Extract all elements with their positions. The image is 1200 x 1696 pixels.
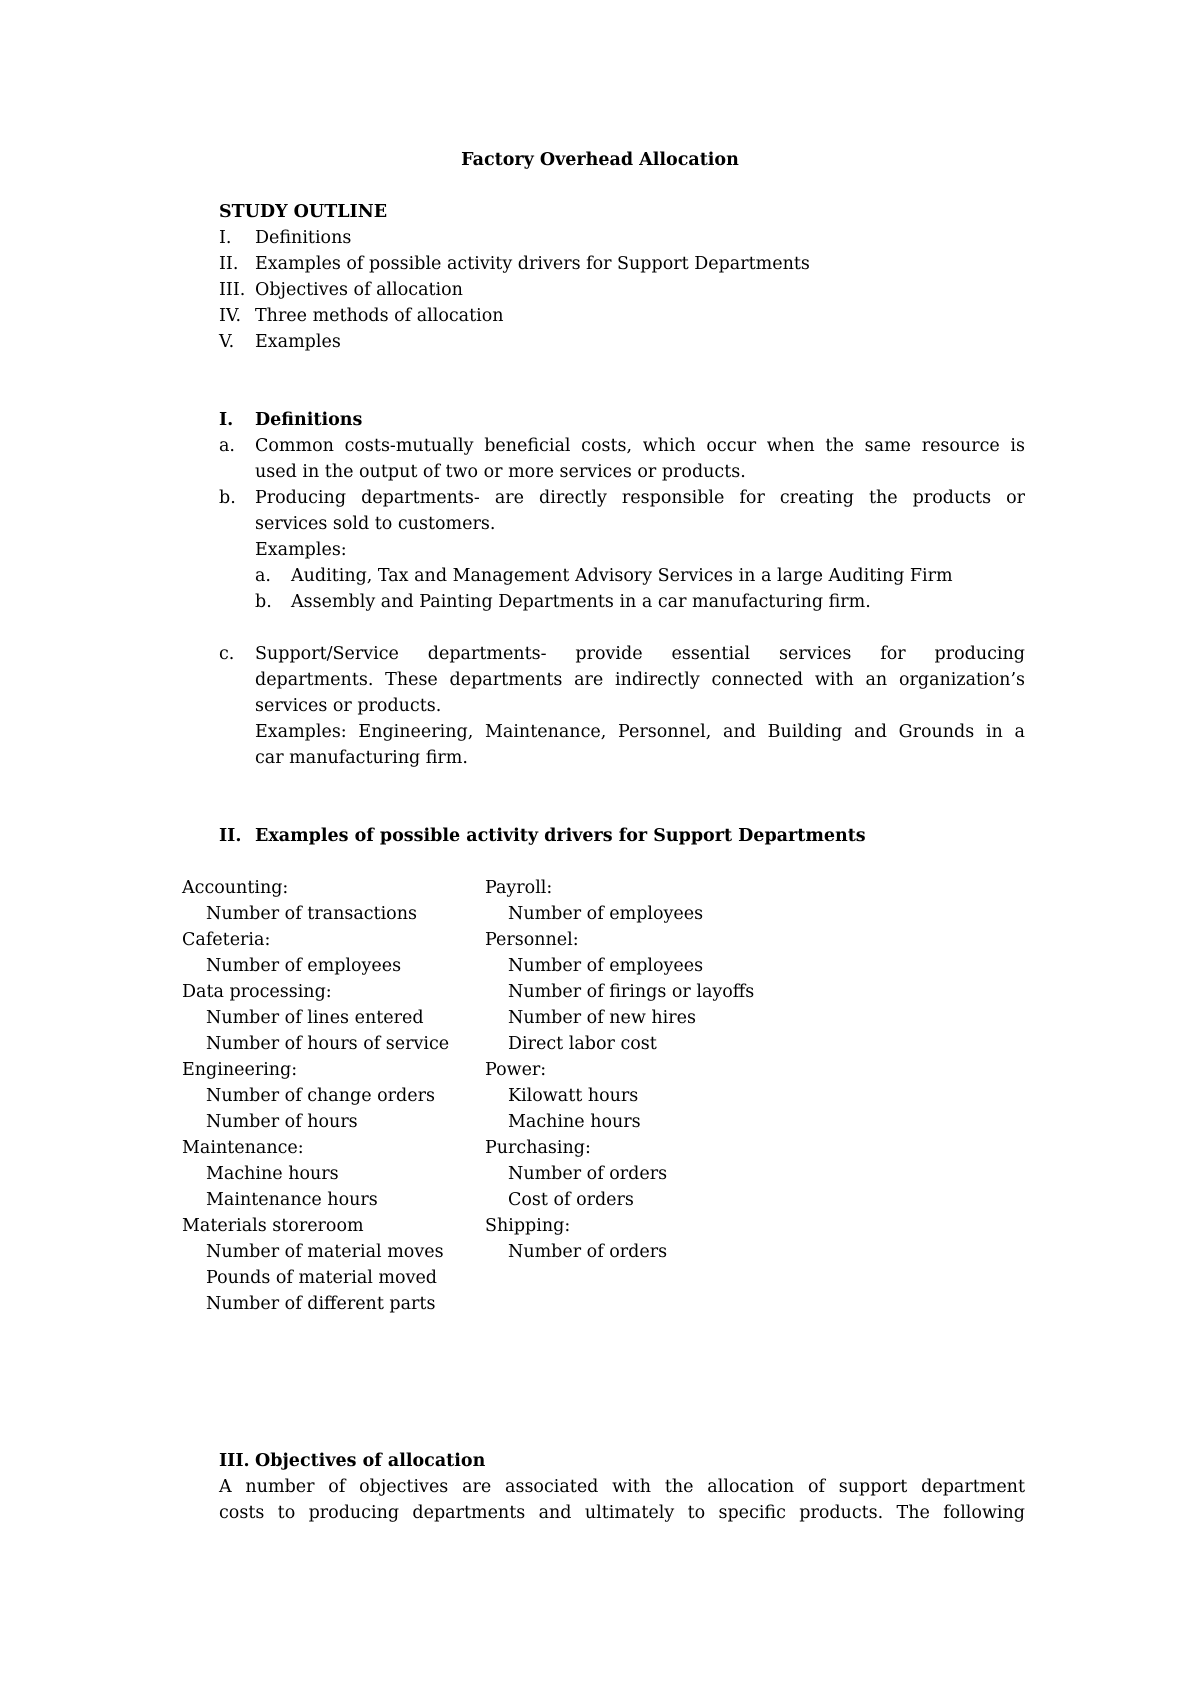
document-title: Factory Overhead Allocation — [461, 150, 739, 170]
section-number: I. — [219, 410, 234, 430]
examples-label: Examples: — [255, 540, 347, 560]
driver-item: Number of material moves — [206, 1242, 444, 1262]
department-name: Payroll: — [485, 878, 553, 898]
department-name: Data processing: — [182, 982, 332, 1002]
driver-item: Number of employees — [206, 956, 402, 976]
driver-item: Number of orders — [508, 1164, 668, 1184]
department-name: Personnel: — [485, 930, 579, 950]
driver-item: Number of orders — [508, 1242, 668, 1262]
item-label-a: a. — [219, 436, 235, 456]
driver-item: Number of employees — [508, 904, 704, 924]
driver-item: Direct labor cost — [508, 1034, 657, 1054]
driver-item: Machine hours — [508, 1112, 641, 1132]
driver-item: Number of change orders — [206, 1086, 435, 1106]
department-name: Engineering: — [182, 1060, 298, 1080]
outline-item-number: V. — [219, 332, 235, 352]
objectives-paragraph-line-1: A number of objectives are associated with the allocation of support department — [219, 1477, 1025, 1497]
department-name: Accounting: — [182, 878, 289, 898]
department-name: Cafeteria: — [182, 930, 271, 950]
section-number: II. — [219, 826, 242, 846]
definition-common-costs-line-1: Common costs-mutually beneficial costs, which occur when the same resource is — [255, 436, 1025, 456]
driver-item: Machine hours — [206, 1164, 339, 1184]
driver-item: Kilowatt hours — [508, 1086, 639, 1106]
outline-item-number: I. — [219, 228, 232, 248]
section-number: III. — [219, 1451, 250, 1471]
outline-item-text: Examples — [255, 332, 341, 352]
outline-item-text: Three methods of allocation — [255, 306, 504, 326]
driver-item: Number of new hires — [508, 1008, 696, 1028]
definition-support-line-3: services or products. — [255, 696, 442, 716]
definition-common-costs-line-2: used in the output of two or more services or products. — [255, 462, 746, 482]
section-title: Definitions — [255, 410, 363, 430]
outline-item-text: Definitions — [255, 228, 352, 248]
item-label-b: b. — [219, 488, 236, 508]
example-text: Assembly and Painting Departments in a car manufacturing firm. — [291, 592, 871, 612]
driver-item: Number of hours of service — [206, 1034, 450, 1054]
example-label: b. — [255, 592, 272, 612]
department-name: Purchasing: — [485, 1138, 591, 1158]
department-name: Shipping: — [485, 1216, 571, 1236]
definition-producing-line-1: Producing departments- are directly responsible for creating the products or — [255, 488, 1025, 508]
section-title: Examples of possible activity drivers for Support Departments — [255, 826, 866, 846]
driver-item: Pounds of material moved — [206, 1268, 438, 1288]
outline-heading: STUDY OUTLINE — [219, 202, 388, 222]
outline-item-number: III. — [219, 280, 246, 300]
driver-item: Maintenance hours — [206, 1190, 378, 1210]
example-label: a. — [255, 566, 271, 586]
definition-producing-line-2: services sold to customers. — [255, 514, 496, 534]
item-label-c: c. — [219, 644, 235, 664]
driver-item: Number of employees — [508, 956, 704, 976]
definition-support-line-1: Support/Service departments- provide essential services for producing — [255, 644, 1025, 664]
department-name: Materials storeroom — [182, 1216, 364, 1236]
department-name: Power: — [485, 1060, 547, 1080]
definition-support-line-5: car manufacturing firm. — [255, 748, 468, 768]
objectives-paragraph-line-2: costs to producing departments and ultimately to specific products. The following — [219, 1503, 1025, 1523]
driver-item: Number of hours — [206, 1112, 358, 1132]
definition-support-line-4: Examples: Engineering, Maintenance, Personnel, and Building and Grounds in a — [255, 722, 1025, 742]
department-name: Maintenance: — [182, 1138, 304, 1158]
outline-item-text: Objectives of allocation — [255, 280, 463, 300]
example-text: Auditing, Tax and Management Advisory Services in a large Auditing Firm — [291, 566, 953, 586]
driver-item: Number of transactions — [206, 904, 417, 924]
section-title: Objectives of allocation — [255, 1451, 486, 1471]
outline-item-text: Examples of possible activity drivers for Support Departments — [255, 254, 810, 274]
definition-support-line-2: departments. These departments are indirectly connected with an organization’s — [255, 670, 1025, 690]
driver-item: Cost of orders — [508, 1190, 634, 1210]
driver-item: Number of different parts — [206, 1294, 436, 1314]
driver-item: Number of firings or layoffs — [508, 982, 755, 1002]
outline-item-number: II. — [219, 254, 239, 274]
outline-item-number: IV. — [219, 306, 242, 326]
driver-item: Number of lines entered — [206, 1008, 424, 1028]
